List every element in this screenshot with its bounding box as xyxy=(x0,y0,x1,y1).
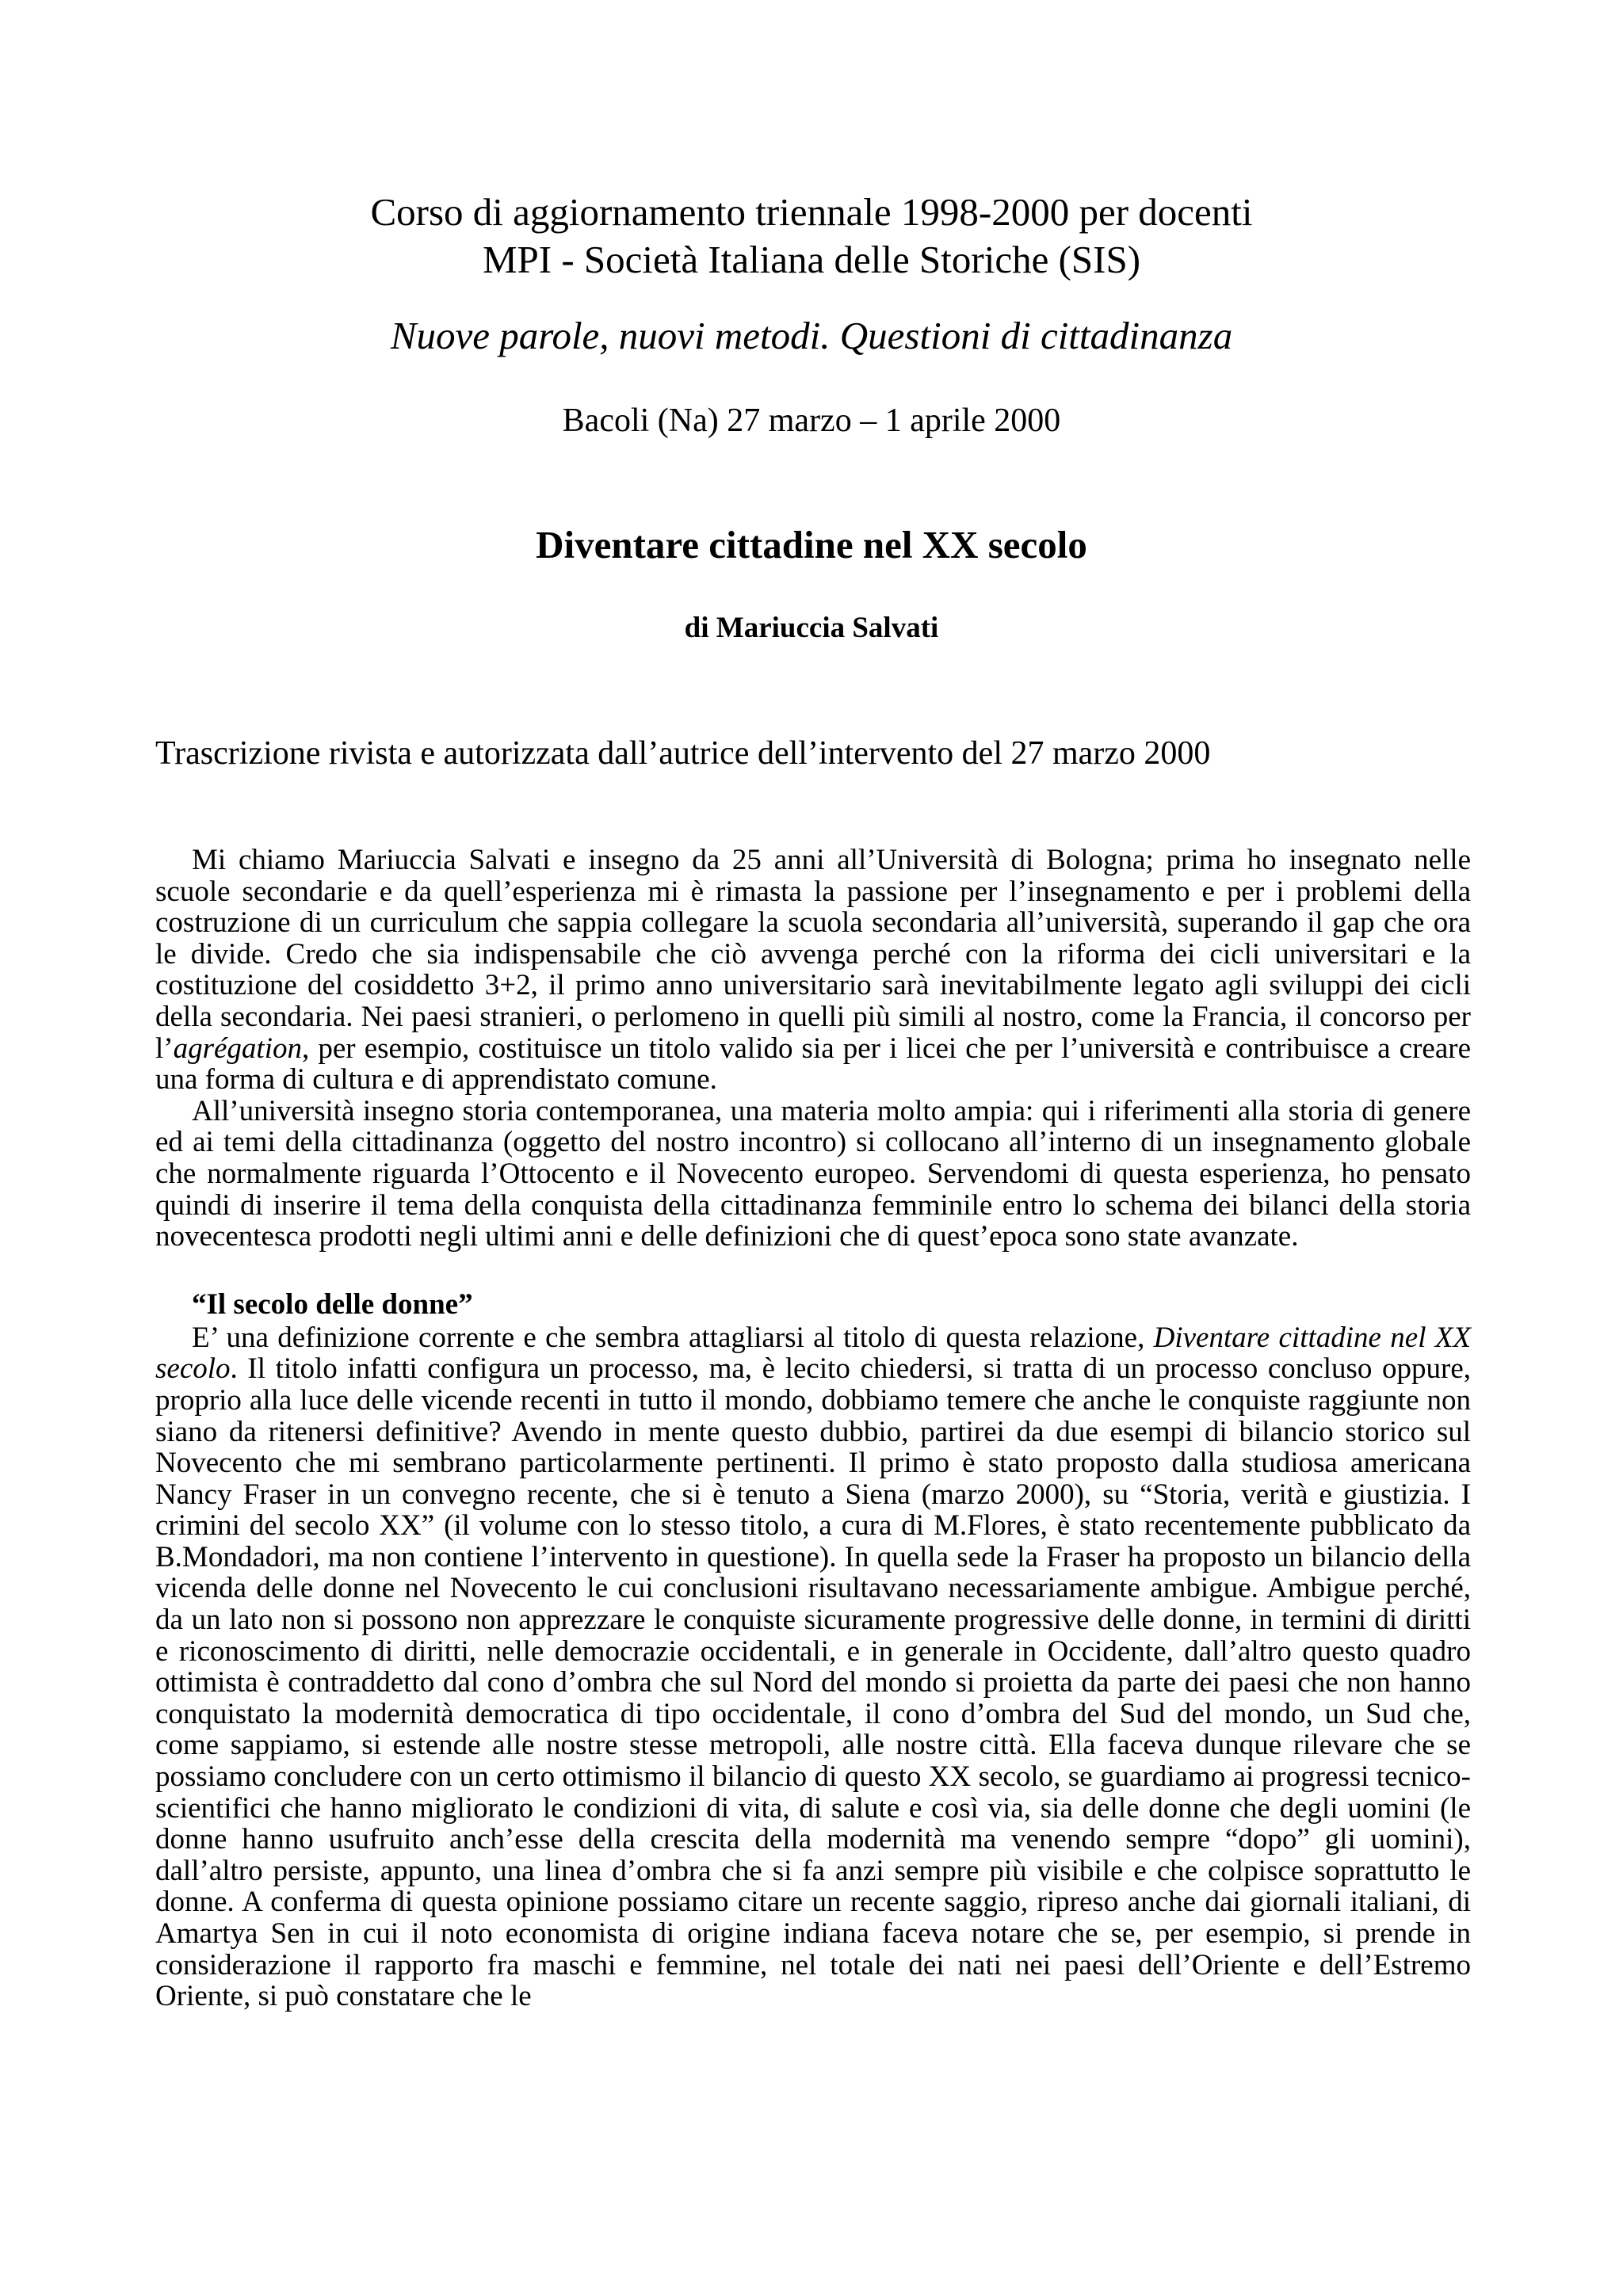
paragraph-3-italic: Diventare cittadine nel XX secolo xyxy=(155,1321,1471,1386)
paragraph-3-text-a: E’ una definizione corrente e che sembra attagliarsi al titolo di questa relazione, xyxy=(192,1321,1154,1354)
article-body xyxy=(155,845,1471,2012)
document-header xyxy=(0,189,1623,646)
article-author: di Mariuccia Salvati xyxy=(684,612,939,644)
paragraph-3 xyxy=(155,1322,1471,2012)
paragraph-1-text-a: Mi chiamo Mariuccia Salvati e insegno da 25 anni all’Università di Bologna; prima ho insegnato nelle scuole secondarie e da quell’esperienza mi è rimasta la passione per l’insegnamento e per i problemi della costruzione di un curriculum che sappia collegare la scuola secondaria all’università, superando il gap che ora le divide. Credo che sia indispensabile che ciò avvenga perché con la riforma dei cicli universitari e la costituzione del cosiddetto 3+2, il primo anno universitario sarà inevitabilmente legato agli sviluppi dei cicli della secondaria. Nei paesi stranieri, o perlomeno in quelli più simili al nostro, come la Francia, il concorso per l’ xyxy=(155,844,1471,1065)
course-title-line-1: Corso di aggiornamento triennale 1998-2000 per docenti xyxy=(370,190,1253,234)
article-title: Diventare cittadine nel XX secolo xyxy=(536,523,1087,566)
paragraph-1 xyxy=(155,845,1471,1096)
paragraph-1-text-b: , per esempio, costituisce un titolo valido sia per i licei che per l’università e contribuisce a creare una forma di cultura e di apprendistato comune. xyxy=(155,1032,1471,1097)
series-title: Nuove parole, nuovi metodi. Questioni di cittadinanza xyxy=(390,314,1233,357)
paragraph-3-text-b: . Il titolo infatti configura un processo, ma, è lecito chiedersi, si tratta di un processo concluso oppure, proprio alla luce delle vicende recenti in tutto il mondo, dobbiamo temere che anche le conquiste raggiunte non siano da ritenersi definitive? Avendo in mente questo dubbio, partirei da due esempi di bilancio storico sul Novecento che mi sembrano particolarmente pertinenti. Il primo è stato proposto dalla studiosa americana Nancy Fraser in un convegno recente, che si è tenuto a Siena (marzo 2000), su “Storia, verità e giustizia. I crimini del secolo XX” (il volume con lo stesso titolo, a cura di M.Flores, è stato recentemente pubblicato da B.Mondadori, ma non contiene l’intervento in questione). In quella sede la Fraser ha proposto un bilancio della vicenda delle donne nel Novecento le cui conclusioni risultavano necessariamente ambigue. Ambigue perché, da un lato non si possono non apprezzare le conquiste sicuramente progressive delle donne, in termini di diritti e riconoscimento di diritti, nelle democrazie occidentali, e in generale in Occidente, dall’altro questo quadro ottimista è contraddetto dal cono d’ombra che sul Nord del mondo si proietta da parte dei paesi che non hanno conquistato la modernità democratica di tipo occidentale, il cono d’ombra del Sud del mondo, un Sud che, come sappiamo, si estende alle nostre stesse metropoli, alle nostre città. Ella faceva dunque rilevare che se possiamo concludere con un certo ottimismo il bilancio di questo XX secolo, se guardiamo ai progressi tecnico-scientifici che hanno migliorato le condizioni di vita, di salute e così via, sia delle donne che degli uomini (le donne hanno usufruito anch’esse della crescita della modernità ma venendo sempre “dopo” gli uomini), dall’altro persiste, appunto, una linea d’ombra che si fa anzi sempre più visibile e che colpisce soprattutto le donne. A conferma di questa opinione possiamo citare un recente saggio, ripreso anche dai giornali italiani, di Amartya Sen in cui il noto economista di origine indiana faceva notare che se, per esempio, si prende in considerazione il rapporto fra maschi e femmine, nel totale dei nati nei paesi dell’Oriente e dell’Estremo Oriente, si può constatare che le xyxy=(155,1352,1471,2013)
paragraph-1-italic: agrégation xyxy=(173,1032,302,1065)
section-heading: “Il secolo delle donne” xyxy=(192,1287,473,1321)
course-title-line-2: MPI - Società Italiana delle Storiche (SIS) xyxy=(482,238,1141,281)
venue-date: Bacoli (Na) 27 marzo – 1 aprile 2000 xyxy=(562,402,1061,439)
transcript-note: Trascrizione rivista e autorizzata dall’autrice dell’intervento del 27 marzo 2000 xyxy=(155,735,1211,772)
paragraph-2: All’università insegno storia contemporanea, una materia molto ampia: qui i riferimenti alla storia di genere ed ai temi della cittadinanza (oggetto del nostro incontro) si collocano all’interno di un insegnamento globale che normalmente riguarda l’Ottocento e il Novecento europeo. Servendomi di questa esperienza, ho pensato quindi di inserire il tema della conquista della cittadinanza femminile entro lo schema dei bilanci della storia novecentesca prodotti negli ultimi anni e delle definizioni che di quest’epoca sono state avanzate. xyxy=(155,1094,1471,1253)
